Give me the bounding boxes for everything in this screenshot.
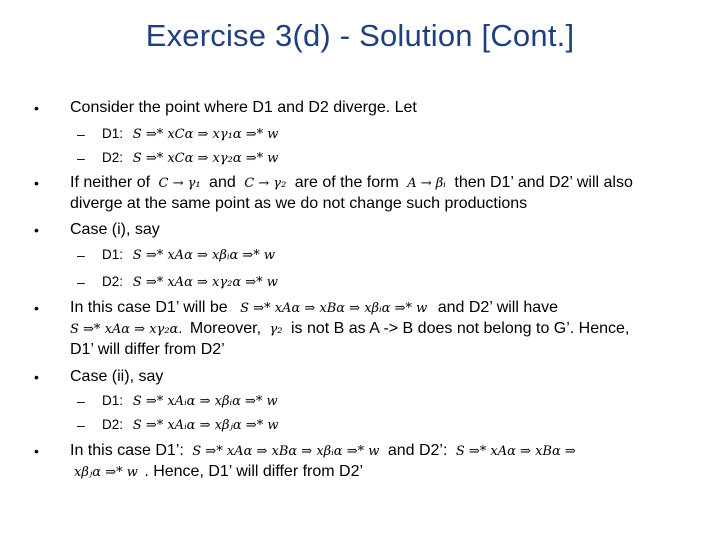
dash-marker: – <box>77 126 85 142</box>
sub-item-b5-d1 <box>102 391 278 412</box>
text-run: Moreover, <box>189 320 262 337</box>
text-run: If neither of <box>70 174 151 191</box>
math-inline: S ⇒* xAα ⇒ xBα ⇒ xβᵢα ⇒* w <box>192 444 380 459</box>
dash-marker: – <box>77 247 85 263</box>
text-run: and D2’: <box>387 442 448 459</box>
derivation-label: D2: <box>102 150 124 165</box>
bullet-4-line-1 <box>70 298 558 319</box>
text-run: In this case D1’: <box>70 442 184 459</box>
sub-item-b5-d2 <box>102 415 278 436</box>
bullet-marker: • <box>34 369 39 385</box>
derivation-math: S ⇒* xAᵢα ⇒ xβᵢα ⇒* w <box>132 394 278 409</box>
bullet-6-line-1 <box>70 441 576 462</box>
bullet-6-line-2 <box>74 462 363 483</box>
bullet-marker: • <box>34 100 39 116</box>
dash-marker: – <box>77 150 85 166</box>
derivation-math: S ⇒* xAα ⇒ xβᵢα ⇒* w <box>132 248 276 263</box>
bullet-marker: • <box>34 443 39 459</box>
derivation-label: D2: <box>102 274 124 289</box>
bullet-4-line-3: D1’ will differ from D2’ <box>70 341 225 358</box>
math-inline: S ⇒* xAα ⇒ xγ₂α. <box>70 322 183 337</box>
derivation-math: S ⇒* xAα ⇒ xγ₂α ⇒* w <box>132 275 278 290</box>
derivation-label: D1: <box>102 393 124 408</box>
bullet-5-text: Case (ii), say <box>70 368 164 385</box>
bullet-4-line-2 <box>70 319 629 340</box>
bullet-2-line-1 <box>70 173 633 194</box>
bullet-1-text: Consider the point where D1 and D2 diverge. Let <box>70 99 417 116</box>
math-inline: C → γ₁ <box>158 176 201 191</box>
text-run: and <box>209 174 236 191</box>
sub-item-b3-d1 <box>102 245 275 266</box>
math-inline: S ⇒* xAα ⇒ xBα ⇒ <box>455 444 576 459</box>
dash-marker: – <box>77 274 85 290</box>
text-run: then D1’ and D2’ will also <box>454 174 633 191</box>
bullet-marker: • <box>34 175 39 191</box>
derivation-math: S ⇒* xCα ⇒ xγ₁α ⇒* w <box>132 127 279 142</box>
text-run: is not B as A -> B does not belong to G’. Hence, <box>290 320 630 337</box>
dash-marker: – <box>77 417 85 433</box>
slide-title: Exercise 3(d) - Solution [Cont.] <box>145 18 575 53</box>
bullet-2-line-2: diverge at the same point as we do not change such productions <box>70 195 528 212</box>
text-run: . Hence, D1’ will differ from D2’ <box>144 463 364 480</box>
sub-item-b1-d2 <box>102 148 278 169</box>
sub-item-b1-d1 <box>102 124 278 145</box>
derivation-math: S ⇒* xCα ⇒ xγ₂α ⇒* w <box>132 151 279 166</box>
dash-marker: – <box>77 393 85 409</box>
text-run: are of the form <box>294 174 399 191</box>
math-inline: S ⇒* xAα ⇒ xBα ⇒ xβᵢα ⇒* w <box>240 301 428 316</box>
text-run: In this case D1’ will be <box>70 299 228 316</box>
derivation-label: D1: <box>102 126 124 141</box>
math-inline: A → βᵢ <box>407 176 446 191</box>
math-inline: γ₂ <box>269 322 283 337</box>
text-run: and D2’ will have <box>437 299 559 316</box>
derivation-label: D2: <box>102 417 124 432</box>
math-inline: C → γ₂ <box>244 176 287 191</box>
math-inline: xβⱼα ⇒* w <box>74 465 138 480</box>
bullet-marker: • <box>34 300 39 316</box>
sub-item-b3-d2 <box>102 272 278 293</box>
derivation-label: D1: <box>102 247 124 262</box>
bullet-3-text: Case (i), say <box>70 221 160 238</box>
derivation-math: S ⇒* xAᵢα ⇒ xβⱼα ⇒* w <box>132 418 279 433</box>
bullet-marker: • <box>34 222 39 238</box>
